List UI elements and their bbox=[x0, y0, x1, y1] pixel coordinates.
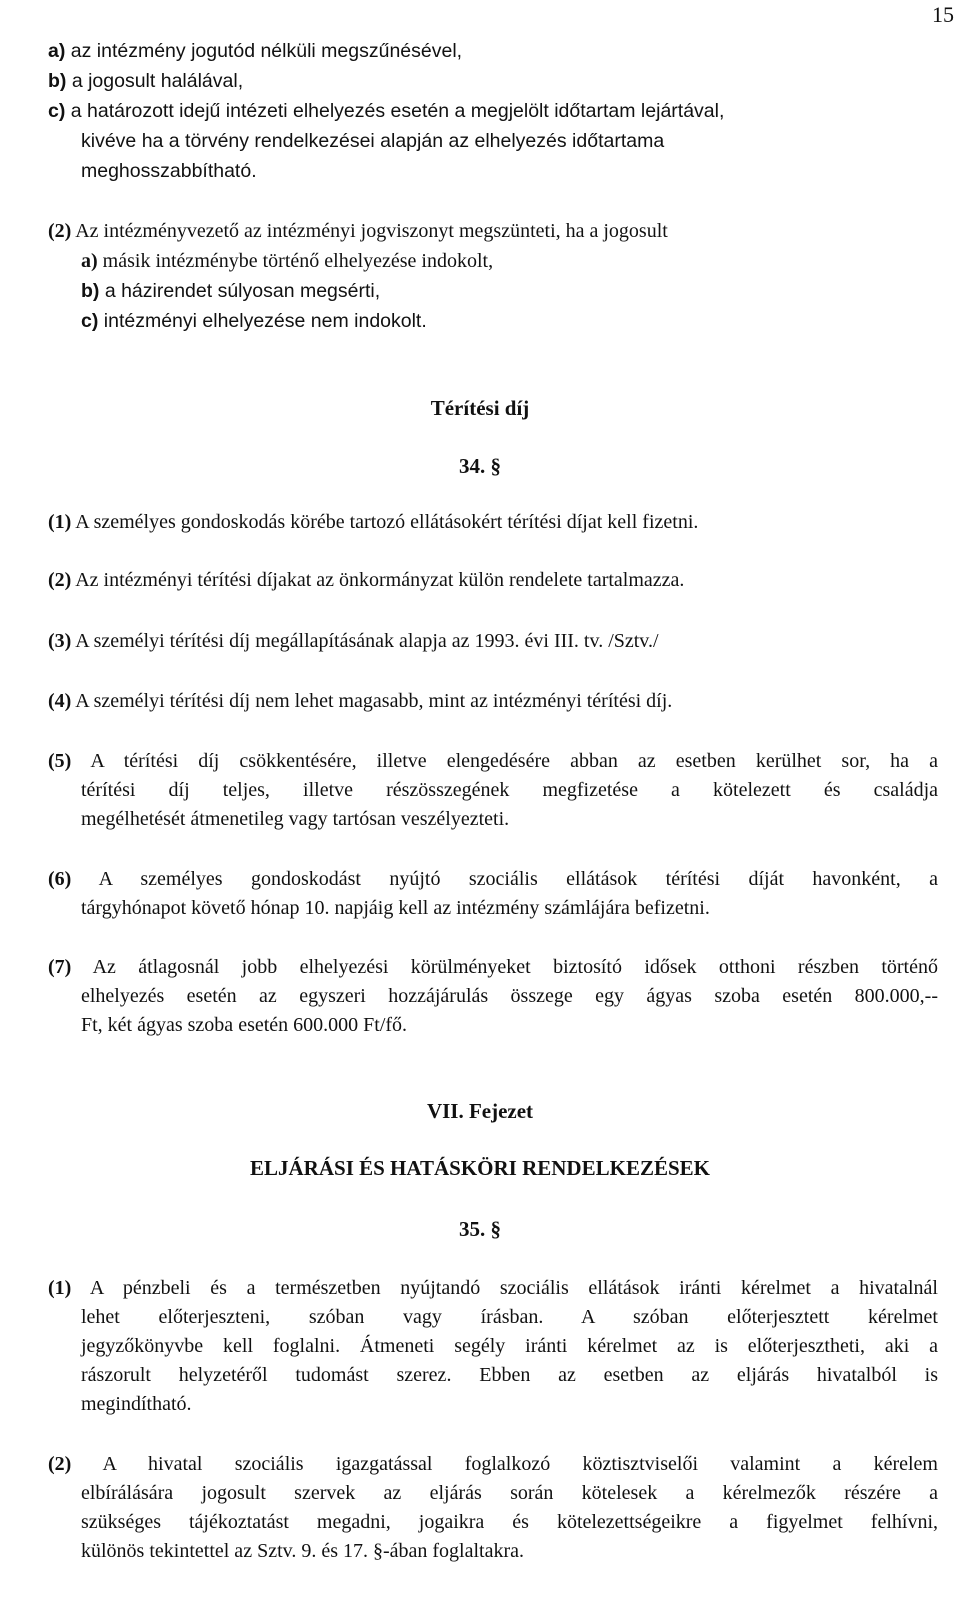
s34-paragraph-4: (4) A személyi térítési díj nem lehet magasabb, mint az intézményi térítési díj. bbox=[48, 690, 673, 712]
s35-paragraph-1-line: rászorult helyzetéről tudomást szerez. Ebben az esetben az eljárás hivatalból is bbox=[81, 1364, 938, 1386]
page-number: 15 bbox=[932, 2, 954, 27]
section-34-heading: 34. § bbox=[459, 454, 501, 478]
list-item-c-cont: meghosszabbítható. bbox=[81, 160, 257, 182]
s34-paragraph-5: (5) A térítési díj csökkentésére, illetve elengedésére abban az esetben kerülhet sor, ha a bbox=[48, 750, 938, 772]
s35-paragraph-1-line: lehet előterjeszteni, szóban vagy írásban. A szóban előterjesztett kérelmet bbox=[81, 1306, 938, 1328]
s34-paragraph-3: (3) A személyi térítési díj megállapításának alapja az 1993. évi III. tv. /Sztv./ bbox=[48, 630, 659, 652]
list-item-c-cont: kivéve ha a törvény rendelkezései alapján az elhelyezés időtartama bbox=[81, 130, 665, 152]
p2-item-c: c) intézményi elhelyezése nem indokolt. bbox=[81, 310, 427, 332]
s34-paragraph-5-line: térítési díj teljes, illetve részösszegének megfizetése a kötelezett és családja bbox=[81, 779, 938, 801]
s34-paragraph-6: (6) A személyes gondoskodást nyújtó szociális ellátások térítési díját havonként, a bbox=[48, 868, 939, 890]
s35-paragraph-2-line: elbírálására jogosult szervek az eljárás során kötelesek a kérelmezők részére a bbox=[81, 1482, 938, 1504]
list-item-c: c) a határozott idejű intézeti elhelyezés esetén a megjelölt időtartam lejártával, bbox=[48, 100, 725, 122]
chapter-title: ELJÁRÁSI ÉS HATÁSKÖRI RENDELKEZÉSEK bbox=[250, 1156, 710, 1180]
s34-paragraph-7-line: elhelyezés esetén az egyszeri hozzájárulás összege egy ágyas szoba esetén 800.000,-- bbox=[81, 985, 938, 1007]
s34-paragraph-7-line: Ft, két ágyas szoba esetén 600.000 Ft/fő. bbox=[81, 1014, 408, 1036]
section-35-heading: 35. § bbox=[459, 1217, 501, 1241]
s34-paragraph-6-line: tárgyhónapot követő hónap 10. napjáig kell az intézmény számlájára befizetni. bbox=[81, 897, 710, 919]
s35-paragraph-1: (1) A pénzbeli és a természetben nyújtandó szociális ellátások iránti kérelmet a hivatalnál bbox=[48, 1277, 938, 1299]
list-item-a: a) az intézmény jogutód nélküli megszűnésével, bbox=[48, 40, 463, 62]
p2-item-b: b) a házirendet súlyosan megsérti, bbox=[81, 280, 381, 302]
s34-paragraph-7: (7) Az átlagosnál jobb elhelyezési körülményeket biztosító idősek otthoni részben történő bbox=[48, 956, 938, 978]
list-item-b: b) a jogosult halálával, bbox=[48, 70, 244, 92]
paragraph-2: (2) Az intézményvezető az intézményi jogviszonyt megszünteti, ha a jogosult bbox=[48, 220, 668, 242]
p2-item-a: a) másik intézménybe történő elhelyezése indokolt, bbox=[81, 250, 494, 272]
s35-paragraph-1-line: jegyzőkönyvbe kell foglalni. Átmeneti segély iránti kérelmet az is előterjesztheti, aki a bbox=[81, 1335, 938, 1357]
s34-paragraph-1: (1) A személyes gondoskodás körébe tartozó ellátásokért térítési díjat kell fizetni. bbox=[48, 511, 699, 533]
s34-paragraph-5-line: megélhetését átmenetileg vagy tartósan veszélyezteti. bbox=[81, 808, 510, 830]
s34-paragraph-2: (2) Az intézményi térítési díjakat az önkormányzat külön rendelete tartalmazza. bbox=[48, 569, 685, 591]
s35-paragraph-2-line: szükséges tájékoztatást megadni, jogaikra és kötelezettségeikre a figyelmet felhívni, bbox=[81, 1511, 938, 1533]
s35-paragraph-1-line: megindítható. bbox=[81, 1393, 192, 1415]
heading-teritesi-dij: Térítési díj bbox=[430, 396, 530, 420]
chapter-number: VII. Fejezet bbox=[426, 1099, 534, 1123]
s35-paragraph-2-line: különös tekintettel az Sztv. 9. és 17. §-ában foglaltakra. bbox=[81, 1540, 525, 1562]
s35-paragraph-2: (2) A hivatal szociális igazgatással foglalkozó köztisztviselői valamint a kérelem bbox=[48, 1453, 938, 1475]
